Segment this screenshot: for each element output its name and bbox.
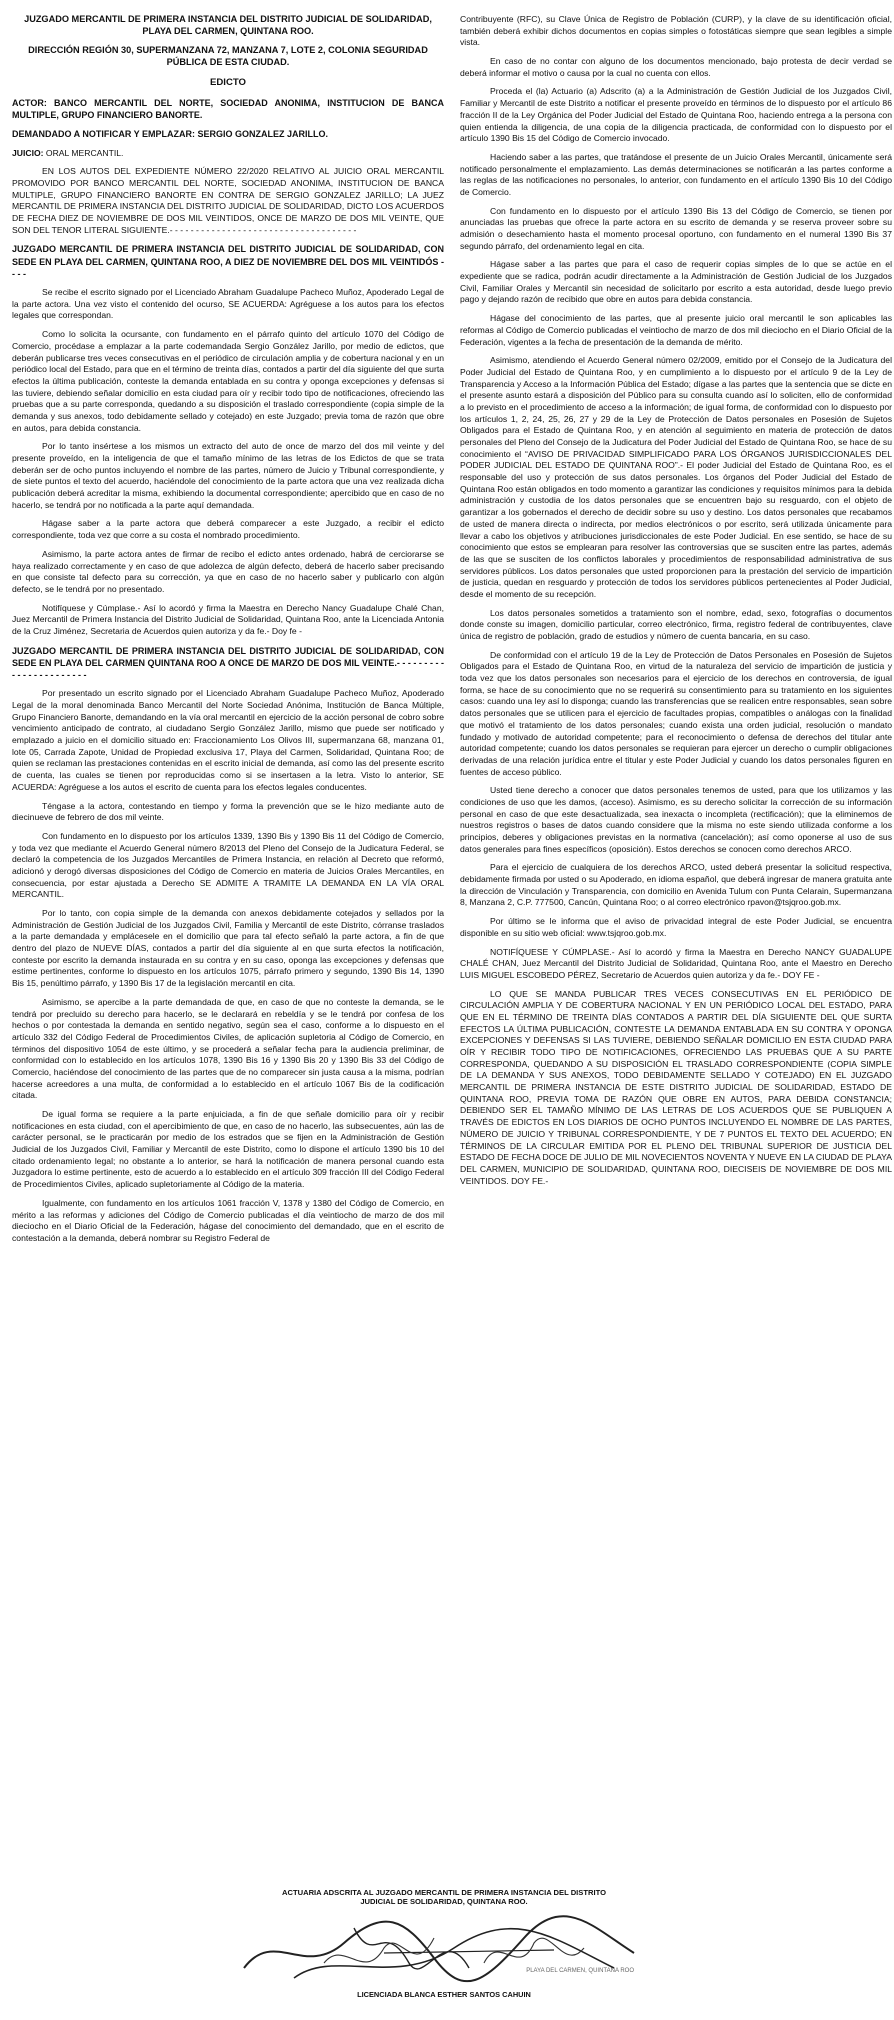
signature-title-line: JUDICIAL DE SOLIDARIDAD, QUINTANA ROO. [360,1897,528,1907]
right-column [460,14,892,2020]
agreement-2-heading: JUZGADO MERCANTIL DE PRIMERA INSTANCIA DEL DISTRITO JUDICIAL DE SOLIDARIDAD, CON SEDE EN PLAYA DEL CARMEN QUINTANA ROO A ONCE DE MARZO DE DOS MIL VEINTE.- - - - - - - - - - - - - - - - - - - - - - - [12,645,444,681]
paragraph: Con fundamento en lo dispuesto por los artículos 1339, 1390 Bis y 1390 Bis 11 del Código de Comercio, y toda vez que mediante el Acuerdo General número 8/2013 del Pleno del Consejo de la Judicatura Federal, se declaró la competencia de los Juzgados Mercantiles de Primera Instancia, en relación al Decreto que reformó, adicionó y derogó diversas disposiciones del Código de Comercio en materia de Juicios Orales Mercantiles, en consecuencia, por estar ajustada a Derecho SE ADMITE A TRAMITE LA DEMANDA EN LA VÍA ORAL MERCANTIL. [12,830,444,900]
paragraph: En caso de no contar con alguno de los documentos mencionado, bajo protesta de decir verdad se deberá informar el motivo o causa por la cual no cuenta con ellos. [460,56,892,78]
agreement-1-heading: JUZGADO MERCANTIL DE PRIMERA INSTANCIA DEL DISTRITO JUDICIAL DE SOLIDARIDAD, CON SEDE EN PLAYA DEL CARMEN, QUINTANA ROO, A DIEZ DE NOVIEMBRE DEL DOS MIL VEINTIDÓS - - - - [12,244,444,279]
paragraph: Téngase a la actora, contestando en tiempo y forma la prevención que se le hizo mediante auto de diecinueve de febrero de dos mil veinte. [12,800,444,823]
paragraph: Haciendo saber a las partes, que tratándose el presente de un Juicio Orales Mercantil, únicamente será notificado personalmente el emplazamiento. Las demás determinaciones se notificarán a las partes conforme a las reglas de las notificaciones no personales, lo anterior, con fundamento en el artículo 1390 Bis 10 del Código de Comercio. [460,151,892,197]
paragraph: Por lo tanto, con copia simple de la demanda con anexos debidamente cotejados y sellados por la Administración de Gestión Judicial de los Juzgados Civil, Familia y Mercantil de este Distrito, córranse traslados a la parte demandada y emplácesele en el domicilio que para tal efecto señaló la parte actora, a fin de que dentro del plazo de NUEVE DÍAS, contados a partir del día siguiente al en que surta efectos la notificación, conteste por escrito la demanda instaurada en su contra y en su caso, oponga las excepciones y defensas que estime pertinentes, conforme lo dispuesto en los artículos 1075, párrafo primero y segundo, 1390 Bis 14, 1390 Bis 15, penúltimo párrafo, y 1390 Bis 17 de la legislación mercantil en cita. [12,908,444,989]
signer-name: LICENCIADA BLANCA ESTHER SANTOS CAHUIN [357,1990,531,1999]
paragraph: Para el ejercicio de cualquiera de los derechos ARCO, usted deberá presentar la solicitud respectiva, debidamente firmada por usted o su Apoderado, en idioma español, que deberá ingresar de manera gratuita ante la dirección de Vinculación y Transparencia, con domicilio en Avenida Tulum con Punta Celarain, Supermanzana 8, Manzana 2, C.P. 777500, Cancún, Quintana Roo; o al correo electrónico rpavon@tsjqroo.gob.mx. [460,862,892,908]
trial-label: JUICIO: [12,147,44,158]
paragraph: De conformidad con el artículo 19 de la Ley de Protección de Datos Personales en Posesión de Sujetos Obligados para el Estado de Quintana Roo, en virtud de la naturaleza del servicio de impartición de justicia y toda vez que los datos personales son necesarios para el ejercicio de los derechos en controversia, de igual forma, se hace de su conocimiento que no se requerirá su consentimiento para su tratamiento en los siguientes casos: cuando una ley así lo disponga; cuando las transferencias que se realicen entre responsables, sean sobre datos personales que se utilicen para el ejercicio de facultades propias, compatibles o análogas con la finalidad que motivó el tratamiento de los datos personales; cuando exista una orden judicial, resolución o mandato fundado y motivado de autoridad competente; para el reconocimiento o defensa de derechos del titular ante autoridad competente; cuando los datos personales se requieran para ejercer un derecho o cumplir obligaciones derivadas de una relación jurídica entre el titular y este Poder Judicial y cuando los datos personales figuren en fuentes de acceso público. [460,649,892,777]
paragraph: De igual forma se requiere a la parte enjuiciada, a fin de que señale domicilio para oír y recibir notificaciones en esta ciudad, con el apercibimiento de que, en caso de no hacerlo, las subsecuentes, aún las de carácter personal, se le practicarán por medio de los estrados que se fijen en la Administración de Gestión Judicial de los Juzgados Civil, Familiar y Mercantil de este Distrito, como lo dispone el artículo 1390 bis 10 del citado ordenamiento legal; no obstante a lo anterior, se hará la notificación de manera personal cuando esta Juzgadora lo estime pertinente, esto de acuerdo a lo establecido en el artículo 309 fracción III del Código Federal de Procedimientos Civiles, aplicado supletoriamente al Código de la materia. [12,1109,444,1190]
court-address: DIRECCIÓN REGIÓN 30, SUPERMANZANA 72, MANZANA 7, LOTE 2, COLONIA SEGURIDAD PÚBLICA DE ESTA CIUDAD. [28,44,428,67]
paragraph: Con fundamento en lo dispuesto por el artículo 1390 Bis 13 del Código de Comercio, se tienen por anunciadas las pruebas que ofrece la parte actora en su escrito de demanda y se reserva proveer sobre su admisión o desechamiento hasta el momento procesal oportuno, con fundamento en el numeral 1390 Bis 37 segundo párrafo, del ordenamiento legal en cita. [460,205,892,251]
court-name: JUZGADO MERCANTIL DE PRIMERA INSTANCIA DEL DISTRITO JUDICIAL DE SOLIDARIDAD, PLAYA DEL CARMEN, QUINTANA ROO. [24,14,432,36]
paragraph: Asimismo, se apercibe a la parte demandada de que, en caso de que no conteste la demanda, se le tendrá por precluido su derecho para hacerlo, se le declarará en rebeldía y se le tendrá por confesa de los hechos o por contestada la demanda en sentido negativo, según sea el caso, conforme a lo dispuesto en el artículo 332 del Código Federal de Procedimientos Civiles, de aplicación supletoria al Código de Comercio, en términos del dispositivo 1054 de este último, y se procederá a señalar fecha para la audiencia preliminar, de conformidad con lo establecido en los artículos 1078, 1390 Bis 16 y 1390 Bis 20 y 1390 Bis 33 del Código de Comercio, haciéndose del conocimiento de las partes que de no comparecer sin justa causa a la misma, podrían hacerse acreedores a una multa, de conformidad a lo establecido en el artículo 1067 Bis de la codificación citada. [12,996,444,1101]
paragraph: Usted tiene derecho a conocer que datos personales tenemos de usted, para que los utilizamos y las condiciones de uso que les damos, (acceso). Asimismo, es su derecho solicitar la corrección de su información personal en caso de que este desactualizada, sea inexacta o incompleta (rectificación); que la eliminemos de nuestros registros o bases de datos cuando considere que la misma no este siendo utilizada conforme a los principios, deberes y obligaciones previstas en la normativa (cancelación); así como oponerse al uso de sus datos generales para fines específicos (oposición). Estos derechos se conocen como derechos ARCO. [460,785,892,854]
trial-value: ORAL MERCANTIL. [45,147,124,158]
paragraph: Por lo tanto insértese a los mismos un extracto del auto de once de marzo del dos mil veinte y del presente proveído, en la inteligencia de que el tamaño mínimo de las letras de los Edictos de que se trata deberán ser de ocho puntos incluyendo el nombre de las partes, número de Juicio y Tribunal correspondiente, y de siete puntos el texto del acuerdo, haciéndole del conocimiento de la parte actora que una vez realizada dicha publicación deberá acreditar la misma, exhibiendo la documental correspondiente; apercibido que en caso de no hacerlo, se tendrá por no notificada a la parte aquí demandada. [12,441,444,510]
document-title: EDICTO [209,76,247,88]
trial-type [12,148,444,160]
paragraph: Los datos personales sometidos a tratamiento son el nombre, edad, sexo, fotografías o documentos donde conste su imagen, domicilio particular, correo electrónico, firma, registro federal de contribuyentes, clave única de registro de población, grado de estudios y número de cuenta bancaria, en su caso. [460,607,892,641]
notification-closing: NOTIFÍQUESE Y CÚMPLASE.- Así lo acordó y firma la Maestra en Derecho NANCY GUADALUPE CHALÉ CHAN, Juez Mercantil del Distrito Judicial de Solidaridad, Quintana Roo, ante el Maestro en Derecho LUIS MIGUEL ESCOBEDO PÉREZ, Secretario de Acuerdos quien autoriza y da fe.- DOY FE - [460,946,892,980]
publication-order: LO QUE SE MANDA PUBLICAR TRES VECES CONSECUTIVAS EN EL PERIÓDICO DE CIRCULACIÓN AMPLIA Y DE COBERTURA NACIONAL Y EN UN PERIÓDICO LOCAL DEL ESTADO, PARA QUE EN EL TÉRMINO DE TREINTA DÍAS CONTADOS A PARTIR DEL DÍA SIGUIENTE DEL QUE SURTA EFECTOS LA ÚLTIMA PUBLICACIÓN, CONTESTE LA DEMANDA ENTABLADA EN SU CONTRA Y OPONGA EXCEPCIONES Y DEFENSAS SI LAS TUVIERE, DEBIENDO SEÑALAR DOMICILIO EN ESTA CIUDAD PARA OÍR Y RECIBIR TODO TIPO DE NOTIFICACIONES, OFRECIENDO LAS PRUEBAS QUE A SU PARTE CORRESPONDA, QUEDANDO A SU DISPOSICIÓN EL TRASLADO CORRESPONDIENTE (COPIA SIMPLE DE LA DEMANDA Y SUS ANEXOS, TODO DEBIDAMENTE SELLADO Y COTEJADO) EN EL JUZGADO MERCANTIL DE PRIMERA INSTANCIA DE ESTE DISTRITO JUDICIAL DE SOLIDARIDAD, ESTADO DE QUINTANA ROO, PREVIA TOMA DE RAZÓN QUE OBRE EN AUTOS, PARA DEBIDA CONSTANCIA; DEBIENDO SER EL TAMAÑO MÍNIMO DE LAS LETRAS DE LOS ACUERDOS QUE SE PUBLIQUEN A TRAVÉS DE EDICTOS EN LOS DIARIOS DE OCHO PUNTOS INCLUYENDO EL NOMBRE DE LAS PARTES, NÚMERO DE JUICIO Y TRIBUNAL CORRESPONDIENTE, Y DE 7 PUNTOS EL TEXTO DEL ACUERDO; EN TÉRMINOS DE LA CIRCULAR EMITIDA POR EL PLENO DEL TRIBUNAL SUPERIOR DE JUSTICIA DEL ESTADO DE FECHA DOCE DE JULIO DE MIL NOVECIENTOS NOVENTA Y NUEVE EN LA CIUDAD DE PLAYA DEL CARMEN, MUNICIPIO DE SOLIDARIDAD, QUINTANA ROO, DIECISEIS DE NOVIEMBRE DE DOS MIL VEINTIDOS. DOY FE.- [460,988,892,1186]
paragraph: Hágase saber a las partes que para el caso de requerir copias simples de lo que se actúe en el expediente que se radica, podrán acudir directamente a la Administración de Gestión Judicial de los Juzgados Civil, Familiar Orales y Mercantil sin necesidad de solicitarlo por escrito a esta autoridad, desde luego previo pago y dejando razón de recibido que obre en autos para debida constancia. [460,259,892,305]
defendant-line: DEMANDADO A NOTIFICAR Y EMPLAZAR: SERGIO GONZALEZ JARILLO. [12,129,329,140]
signature-block [214,1888,674,2013]
paragraph: Proceda el (la) Actuario (a) Adscrito (a) a la Administración de Gestión Judicial de los Juzgados Civil, Familiar y Mercantil de este Distrito a notificar el presente proveído en términos de lo dispuesto por el artículo 86 fracción II de la Ley Orgánica del Poder Judicial del Estado de Quintana Roo, haciendo entrega a la persona con quien entienda la diligencia, de una copia de la diligencia practicada, de conformidad con lo dispuesto por el artículo 1390 Bis 15 del Código de Comercio invocado. [460,86,892,144]
signature-title-line: ACTUARIA ADSCRITA AL JUZGADO MERCANTIL DE PRIMERA INSTANCIA DEL DISTRITO [282,1888,606,1897]
paragraph: Igualmente, con fundamento en los artículos 1061 fracción V, 1378 y 1380 del Código de Comercio, en mérito a las reformas y adiciones del Código de Comercio publicadas el día veintiocho de marzo de dos mil dieciocho en el Diario Oficial de la Federación, hágase del conocimiento del demandado, que en el escrito de contestación a la demanda, deberá nombrar su Registro Federal de [12,1197,444,1243]
paragraph: Contribuyente (RFC), su Clave Única de Registro de Población (CURP), y la clave de su identificación oficial, también deberá exhibir dichos documentos en copias simples o fotostáticas siempre que sean legibles a simple vista. [460,14,892,48]
paragraph: Notifíquese y Cúmplase.- Así lo acordó y firma la Maestra en Derecho Nancy Guadalupe Chalé Chan, Juez Mercantil de Primera Instancia del Distrito Judicial de Solidaridad, Quintana Roo, ante la Licenciada Antonia de la Cruz Jiménez, Secretaria de Acuerdos quien autoriza y da fe.- Doy fe - [12,602,444,636]
paragraph: Asimismo, la parte actora antes de firmar de recibo el edicto antes ordenado, habrá de cerciorarse se haya realizado correctamente y en caso de que adolezca de algún defecto, deberá de hacerlo saber precisando en que consiste tal defecto para su corrección, ya que en caso de no hacerlo saber y publicarlo con algún defecto, se le tendrá por no presentado. [12,548,444,594]
paragraph: Como lo solicita la ocursante, con fundamento en el párrafo quinto del artículo 1070 del Código de Comercio, procédase a emplazar a la parte codemandada Sergio González Jarillo, por medio de edictos, que deberán publicarse tres veces consecutivas en el periódico de circulación amplia y de cobertura nacional y en un periódico local del Estado, para que en el término de treinta días, contados a partir del día siguiente del que surta efectos la última publicación, conteste la demanda entablada en su contra y oponga excepciones y defensas si las tuviere, debiendo señalar domicilio en esta ciudad para oír y recibir todo tipo de notificaciones, ofreciendo las pruebas que a su parte corresponda, quedando a su disposición el traslado correspondiente (copia simple de la demanda y sus anexos, todo debidamente sellado y cotejado) en este Juzgado; previa toma de razón que obre en autos, para debida constancia. [12,329,444,433]
paragraph: Hágase del conocimiento de las partes, que al presente juicio oral mercantil le son aplicables las reformas al Código de Comercio publicadas el veintiocho de marzo de dos mil dieciocho en el Diario Oficial de la Federación, vigentes a la fecha de presentación de la demanda de mérito. [460,313,892,347]
actor-line: ACTOR: BANCO MERCANTIL DEL NORTE, SOCIEDAD ANONIMA, INSTITUCION DE BANCA MULTIPLE, GRUPO FINANCIERO BANORTE. [12,97,444,121]
case-intro: EN LOS AUTOS DEL EXPEDIENTE NÚMERO 22/2020 RELATIVO AL JUICIO ORAL MERCANTIL PROMOVIDO POR BANCO MERCANTIL DEL NORTE, SOCIEDAD ANONIMA, INSTITUCION DE BANCA MULTIPLE, GRUPO FINANCIERO BANORTE EN CONTRA DE SERGIO GONZALEZ JARILLO; LA JUEZ MERCANTIL DE PRIMERA INSTANCIA DEL DISTRITO JUDICIAL DE SOLIDARIDAD, DICTO LOS ACUERDOS DE FECHA DIEZ DE NOVIEMBRE DE DOS MIL VEINTIDOS, ONCE DE MARZO DE DOS MIL VEINTE, QUE SON DEL TENOR LITERAL SIGUIENTE.- - - - - - - - - - - - - - - - - - - - - - - - - - - - - - - - - - - - [12,166,444,235]
handwritten-signature-icon [234,1908,654,1993]
paragraph: Hágase saber a la parte actora que deberá comparecer a este Juzgado, a recibir el edicto correspondiente, toda vez que corre a su costa el nombrado procedimiento. [12,518,444,541]
paragraph: Por último se le informa que el aviso de privacidad integral de este Poder Judicial, se encuentra disponible en su sitio web oficial: www.tsjqroo.gob.mx. [460,916,892,938]
paragraph: Se recibe el escrito signado por el Licenciado Abraham Guadalupe Pacheco Muñoz, Apoderado Legal de la parte actora. Una vez visto el contenido del ocurso, SE ACUERDA: Agréguese a los autos para los efectos legales que correspondan. [12,287,444,321]
signature-title [214,1888,674,1907]
stamp-text: PLAYA DEL CARMEN, QUINTANA ROO [526,1968,634,1974]
left-column [12,14,444,2020]
privacy-notice: Asimismo, atendiendo el Acuerdo General número 02/2009, emitido por el Consejo de la Judicatura del Poder Judicial del Estado de Quintana Roo, y en cumplimiento a lo dispuesto por el artículo 9 de la Ley de Transparencia y Acceso a la Información Pública del Estado; dígase a las partes que la sentencia que se dicte en el presente asunto estará a disposición del Público para su consulta cuando así lo soliciten, ello de conformidad a lo previsto en el procedimiento de acceso a la información; de igual forma, de conformidad con lo dispuesto por los artículos 1, 2, 24, 25, 26, 27 y 29 de la Ley de Protección de Datos personales en Posesión de Sujetos Obligados para el Estado de Quintana Roo, y en atención al seguimiento en materia de protección de datos personales del Pleno del Consejo de la Judicatura del Poder Judicial del Estado de Quintana Roo, se hace de su conocimiento el “AVISO DE PRIVACIDAD SIMPLIFICADO PARA LOS ÓRGANOS JURISDICCIONALES DEL PODER JUDICIAL DEL ESTADO DE QUINTANA ROO”.- El poder Judicial del Estado de Quintana Roo, es el responsable del uso y protección de sus datos personales. Los órganos del Poder Judicial del Estado de Quintana Roo están obligados en todo momento a garantizar las condiciones y requisitos mínimos para la debida administración y custodia de los datos personales que se encuentren bajo su resguardo, con el objeto de garantizar a los gobernados el derecho de decidir sobre su uso y destino. Los datos personales que recabamos de usted de manera directa o indirecta, por medios electrónicos o por escrito, será utilizada únicamente para llevar a cabo los objetivos y atribuciones jurisdiccionales de este Poder Judicial. En ese sentido, se hace de su conocimiento que estos se emplearan para resolver las controversias que se susciten entre las partes, además de las que se susciten de los conflictos laborales y procedimientos de responsabilidad administrativa de sus servidores públicos. Los datos personales que usted proporcionen para la prestación del servicio de impartición de justicia, quedan en resguardo y protección de todos los servidores públicos pertenecientes al Poder Judicial, desde el momento de su recepción. [460,355,892,599]
court-stamp [526,1968,634,1975]
paragraph: Por presentado un escrito signado por el Licenciado Abraham Guadalupe Pacheco Muñoz, Apoderado Legal de la moral denominada Banco Mercantil del Norte Sociedad Anónima, Institución de Banca Múltiple, Grupo Financiero Banorte, demandando en la vía oral mercantil en ejercicio de la acción personal de cobro sobre vencimiento anticipado de contrato, al ciudadano Sergio González Jarillo, mismo que puede ser notificado y emplazado a juicio en el domicilio situado en: Fraccionamiento Los Olivos III, supermanzana 68, manzana 01, lote 05, Carrada Zapote, Unidad de Propiedad exclusiva 17, Playa del Carmen, Solidaridad, Quintana Roo; de quien se reclaman las prestaciones contenidas en el escrito inicial de demanda, así como las del presente escrito de cuenta, las cuales se tienen por reproducidas como si se insertasen a la letra. Visto lo anterior, SE ACUERDA: Agréguese a los autos el escrito de cuenta para los efectos legales conducentes. [12,688,444,792]
